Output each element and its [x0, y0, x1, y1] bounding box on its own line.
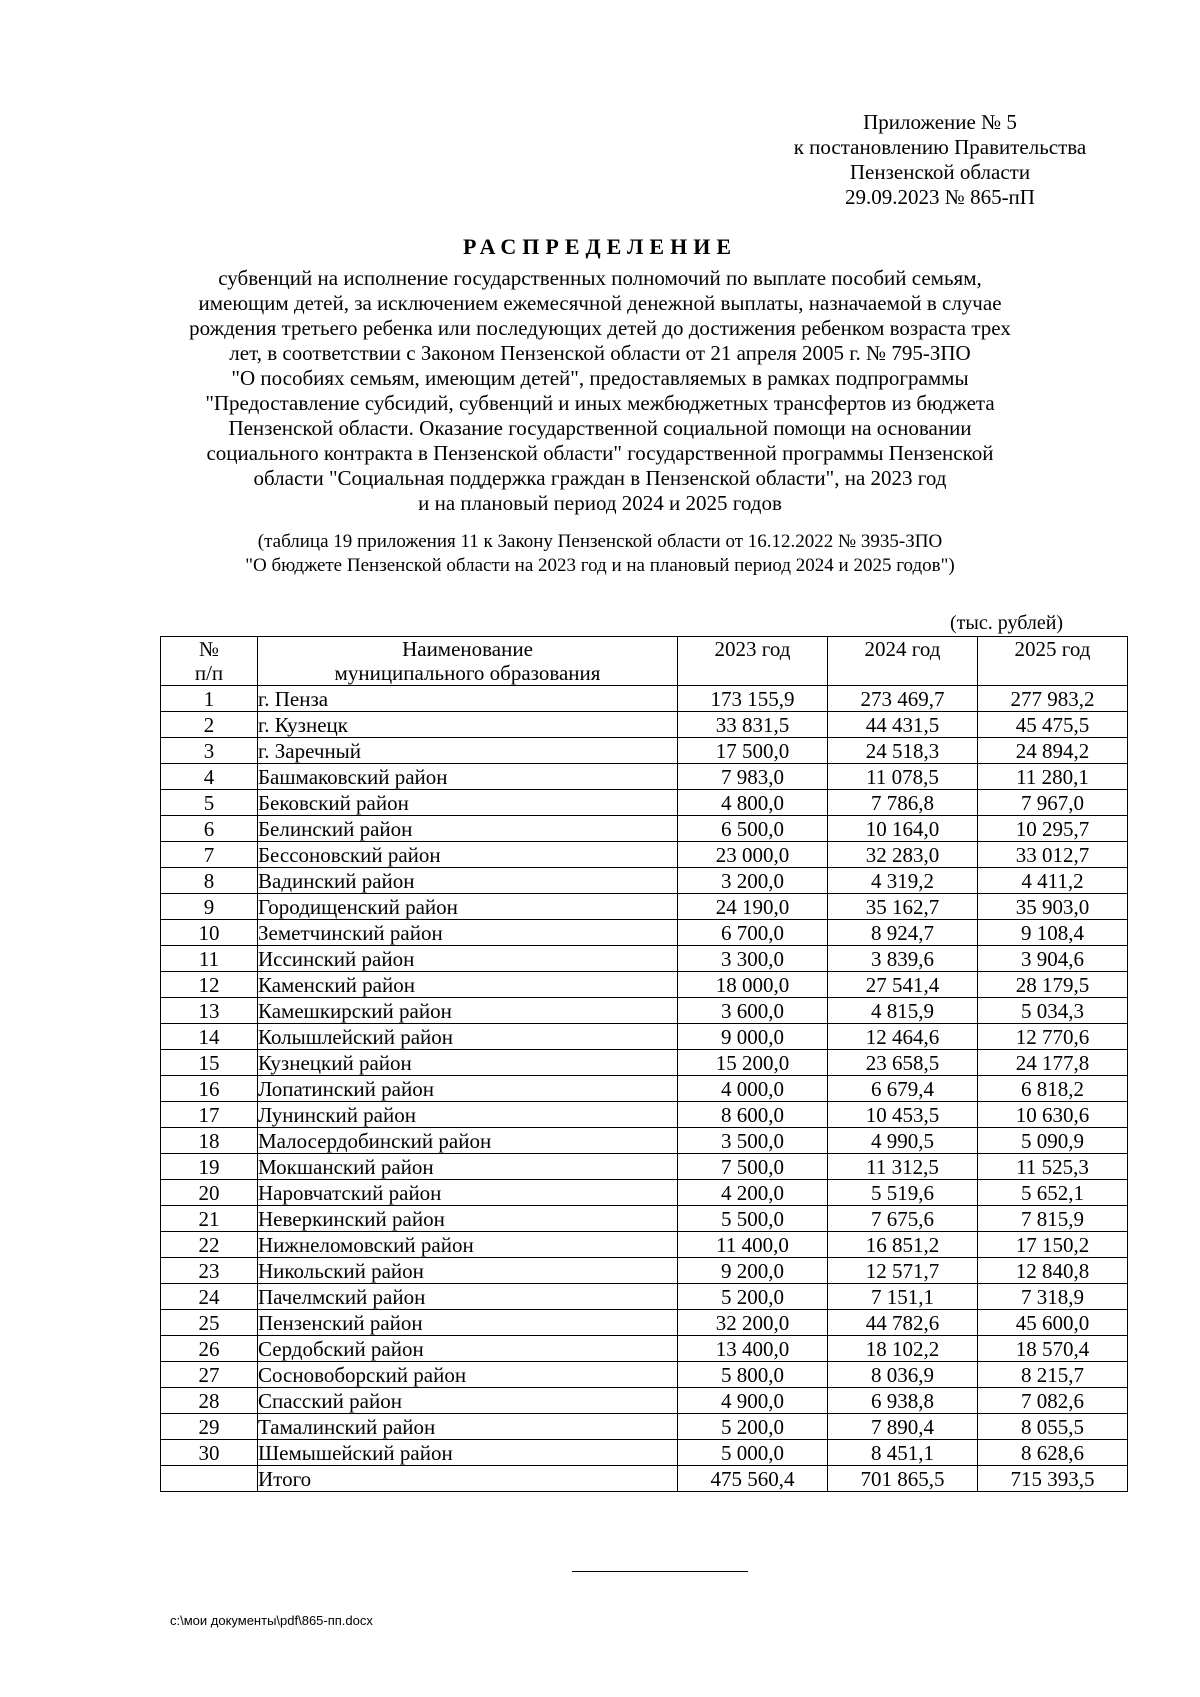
row-number: 7	[161, 842, 258, 868]
subtitle-line: лет, в соответствии с Законом Пензенской области от 21 апреля 2005 г. № 795-ЗПО	[229, 341, 971, 365]
table-row	[161, 1310, 1128, 1336]
row-number: 13	[161, 998, 258, 1024]
row-name: Иссинский район	[258, 946, 678, 972]
table-row	[161, 1414, 1128, 1440]
row-2023: 6 700,0	[678, 920, 828, 946]
row-number: 24	[161, 1284, 258, 1310]
row-2024: 12 571,7	[828, 1258, 978, 1284]
table-row	[161, 1440, 1128, 1466]
row-name: Пензенский район	[258, 1310, 678, 1336]
row-number: 25	[161, 1310, 258, 1336]
row-number: 14	[161, 1024, 258, 1050]
table-row	[161, 1076, 1128, 1102]
total-number-cell	[161, 1466, 258, 1492]
row-2025: 18 570,4	[978, 1336, 1128, 1362]
row-name: г. Кузнецк	[258, 712, 678, 738]
row-2023: 23 000,0	[678, 842, 828, 868]
row-2025: 17 150,2	[978, 1232, 1128, 1258]
subtitle-line: социального контракта в Пензенской области" государственной программы Пензенской	[206, 441, 994, 465]
row-number: 29	[161, 1414, 258, 1440]
row-2024: 6 679,4	[828, 1076, 978, 1102]
table-row	[161, 816, 1128, 842]
row-name: Вадинский район	[258, 868, 678, 894]
row-2024: 4 815,9	[828, 998, 978, 1024]
header-2025: 2025 год	[978, 637, 1128, 686]
row-2025: 8 628,6	[978, 1440, 1128, 1466]
row-2023: 4 800,0	[678, 790, 828, 816]
row-2023: 8 600,0	[678, 1102, 828, 1128]
table-header-row	[161, 637, 1128, 686]
row-name: г. Пенза	[258, 686, 678, 712]
row-2024: 8 924,7	[828, 920, 978, 946]
row-2023: 13 400,0	[678, 1336, 828, 1362]
subtitle-line: области "Социальная поддержка граждан в Пензенской области", на 2023 год	[253, 466, 947, 490]
row-2024: 273 469,7	[828, 686, 978, 712]
document-title: РАСПРЕДЕЛЕНИЕ	[462, 234, 737, 259]
row-2023: 3 300,0	[678, 946, 828, 972]
units-label: (тыс. рублей)	[950, 612, 1064, 634]
table-row	[161, 946, 1128, 972]
row-2024: 18 102,2	[828, 1336, 978, 1362]
row-name: Наровчатский район	[258, 1180, 678, 1206]
row-2024: 7 151,1	[828, 1284, 978, 1310]
header-name: Наименование муниципального образования	[258, 637, 678, 686]
row-2023: 9 200,0	[678, 1258, 828, 1284]
table-row	[161, 764, 1128, 790]
source-reference	[0, 530, 1200, 578]
row-2025: 12 840,8	[978, 1258, 1128, 1284]
row-2025: 10 295,7	[978, 816, 1128, 842]
row-2024: 8 451,1	[828, 1440, 978, 1466]
row-name: Малосердобинский район	[258, 1128, 678, 1154]
row-2024: 5 519,6	[828, 1180, 978, 1206]
row-2023: 9 000,0	[678, 1024, 828, 1050]
header-2024: 2024 год	[828, 637, 978, 686]
row-2025: 8 215,7	[978, 1362, 1128, 1388]
table-row	[161, 972, 1128, 998]
row-2025: 35 903,0	[978, 894, 1128, 920]
row-number: 5	[161, 790, 258, 816]
row-number: 6	[161, 816, 258, 842]
row-2025: 5 652,1	[978, 1180, 1128, 1206]
document-subtitle	[0, 266, 1200, 516]
row-2023: 7 983,0	[678, 764, 828, 790]
row-number: 22	[161, 1232, 258, 1258]
row-number: 1	[161, 686, 258, 712]
subtitle-line: "Предоставление субсидий, субвенций и иных межбюджетных трансфертов из бюджета	[205, 391, 995, 415]
row-name: Городищенский район	[258, 894, 678, 920]
source-line: "О бюджете Пензенской области на 2023 год и на плановый период 2024 и 2025 годов")	[245, 555, 955, 576]
row-name: Земетчинский район	[258, 920, 678, 946]
subtitle-line: рождения третьего ребенка или последующих детей до достижения ребенком возраста трех	[189, 316, 1011, 340]
row-2023: 5 200,0	[678, 1284, 828, 1310]
table-row	[161, 1102, 1128, 1128]
row-number: 12	[161, 972, 258, 998]
row-2025: 277 983,2	[978, 686, 1128, 712]
row-number: 15	[161, 1050, 258, 1076]
row-name: Сердобский район	[258, 1336, 678, 1362]
row-2024: 11 078,5	[828, 764, 978, 790]
appendix-number: Приложение № 5	[863, 110, 1017, 134]
row-2024: 4 319,2	[828, 868, 978, 894]
total-2023: 475 560,4	[678, 1466, 828, 1492]
row-2024: 12 464,6	[828, 1024, 978, 1050]
row-2025: 7 318,9	[978, 1284, 1128, 1310]
table-row	[161, 738, 1128, 764]
table-row	[161, 790, 1128, 816]
row-number: 23	[161, 1258, 258, 1284]
row-name: г. Заречный	[258, 738, 678, 764]
row-2025: 28 179,5	[978, 972, 1128, 998]
row-2023: 3 200,0	[678, 868, 828, 894]
header-2023: 2023 год	[678, 637, 828, 686]
file-path: c:\мои документы\pdf\865-пп.docx	[170, 1613, 373, 1628]
row-2025: 45 600,0	[978, 1310, 1128, 1336]
row-2024: 6 938,8	[828, 1388, 978, 1414]
row-name: Каменский район	[258, 972, 678, 998]
row-name: Кузнецкий район	[258, 1050, 678, 1076]
row-number: 27	[161, 1362, 258, 1388]
row-2024: 27 541,4	[828, 972, 978, 998]
row-name: Тамалинский район	[258, 1414, 678, 1440]
row-number: 30	[161, 1440, 258, 1466]
row-name: Шемышейский район	[258, 1440, 678, 1466]
table-row	[161, 1128, 1128, 1154]
row-2025: 8 055,5	[978, 1414, 1128, 1440]
total-label: Итого	[258, 1466, 678, 1492]
table-row	[161, 1284, 1128, 1310]
row-2025: 11 280,1	[978, 764, 1128, 790]
row-name: Лунинский район	[258, 1102, 678, 1128]
row-number: 16	[161, 1076, 258, 1102]
row-2023: 6 500,0	[678, 816, 828, 842]
row-2023: 24 190,0	[678, 894, 828, 920]
table-row	[161, 1024, 1128, 1050]
subtitle-line: имеющим детей, за исключением ежемесячной денежной выплаты, назначаемой в случае	[198, 291, 1002, 315]
row-2025: 10 630,6	[978, 1102, 1128, 1128]
total-2025: 715 393,5	[978, 1466, 1128, 1492]
table-row	[161, 1362, 1128, 1388]
subtitle-line: субвенций на исполнение государственных полномочий по выплате пособий семьям,	[218, 266, 982, 290]
row-name: Неверкинский район	[258, 1206, 678, 1232]
row-2023: 7 500,0	[678, 1154, 828, 1180]
row-2025: 7 967,0	[978, 790, 1128, 816]
table-row	[161, 1050, 1128, 1076]
row-2023: 18 000,0	[678, 972, 828, 998]
row-name: Нижнеломовский район	[258, 1232, 678, 1258]
appendix-region: Пензенской области	[849, 160, 1031, 184]
distribution-table	[160, 636, 1128, 1492]
row-2025: 45 475,5	[978, 712, 1128, 738]
row-2023: 11 400,0	[678, 1232, 828, 1258]
row-number: 17	[161, 1102, 258, 1128]
row-2025: 3 904,6	[978, 946, 1128, 972]
row-2023: 3 600,0	[678, 998, 828, 1024]
row-number: 11	[161, 946, 258, 972]
row-number: 20	[161, 1180, 258, 1206]
table-row	[161, 1336, 1128, 1362]
row-2025: 9 108,4	[978, 920, 1128, 946]
table-body	[161, 686, 1128, 1466]
row-number: 4	[161, 764, 258, 790]
row-2024: 7 786,8	[828, 790, 978, 816]
row-name: Мокшанский район	[258, 1154, 678, 1180]
table-row	[161, 842, 1128, 868]
row-name: Бессоновский район	[258, 842, 678, 868]
table-row	[161, 868, 1128, 894]
row-2024: 44 782,6	[828, 1310, 978, 1336]
row-2025: 4 411,2	[978, 868, 1128, 894]
row-number: 19	[161, 1154, 258, 1180]
subtitle-line: Пензенской области. Оказание государственной социальной помощи на основании	[228, 416, 972, 440]
table-row	[161, 1180, 1128, 1206]
row-2023: 4 200,0	[678, 1180, 828, 1206]
header-number: № п/п	[161, 637, 258, 686]
row-2025: 24 177,8	[978, 1050, 1128, 1076]
row-2024: 23 658,5	[828, 1050, 978, 1076]
row-2025: 5 090,9	[978, 1128, 1128, 1154]
row-2024: 24 518,3	[828, 738, 978, 764]
row-2023: 5 000,0	[678, 1440, 828, 1466]
row-number: 28	[161, 1388, 258, 1414]
row-name: Башмаковский район	[258, 764, 678, 790]
row-2025: 24 894,2	[978, 738, 1128, 764]
row-name: Белинский район	[258, 816, 678, 842]
table-row	[161, 894, 1128, 920]
table-row	[161, 1206, 1128, 1232]
table-row	[161, 1258, 1128, 1284]
row-2024: 3 839,6	[828, 946, 978, 972]
row-number: 18	[161, 1128, 258, 1154]
row-2023: 4 000,0	[678, 1076, 828, 1102]
table-row	[161, 998, 1128, 1024]
subtitle-line: и на плановый период 2024 и 2025 годов	[418, 491, 782, 515]
row-2024: 10 453,5	[828, 1102, 978, 1128]
row-number: 10	[161, 920, 258, 946]
row-2024: 8 036,9	[828, 1362, 978, 1388]
row-2024: 10 164,0	[828, 816, 978, 842]
row-2024: 32 283,0	[828, 842, 978, 868]
row-2025: 12 770,6	[978, 1024, 1128, 1050]
row-name: Спасский район	[258, 1388, 678, 1414]
row-2025: 5 034,3	[978, 998, 1128, 1024]
subtitle-line: "О пособиях семьям, имеющим детей", предоставляемых в рамках подпрограммы	[231, 366, 969, 390]
row-name: Лопатинский район	[258, 1076, 678, 1102]
row-2024: 4 990,5	[828, 1128, 978, 1154]
row-2023: 15 200,0	[678, 1050, 828, 1076]
row-2025: 33 012,7	[978, 842, 1128, 868]
row-number: 8	[161, 868, 258, 894]
row-2024: 7 890,4	[828, 1414, 978, 1440]
row-2025: 11 525,3	[978, 1154, 1128, 1180]
row-name: Сосновоборский район	[258, 1362, 678, 1388]
row-2023: 173 155,9	[678, 686, 828, 712]
appendix-resolution: к постановлению Правительства	[793, 135, 1087, 159]
row-2023: 3 500,0	[678, 1128, 828, 1154]
appendix-block	[740, 110, 1140, 210]
row-2025: 7 082,6	[978, 1388, 1128, 1414]
total-2024: 701 865,5	[828, 1466, 978, 1492]
row-2024: 11 312,5	[828, 1154, 978, 1180]
source-line: (таблица 19 приложения 11 к Закону Пензенской области от 16.12.2022 № 3935-ЗПО	[257, 531, 943, 552]
row-2025: 6 818,2	[978, 1076, 1128, 1102]
appendix-date-number: 29.09.2023 № 865-пП	[845, 185, 1035, 209]
table-row	[161, 920, 1128, 946]
row-2023: 5 800,0	[678, 1362, 828, 1388]
row-name: Никольский район	[258, 1258, 678, 1284]
row-2023: 32 200,0	[678, 1310, 828, 1336]
row-name: Пачелмский район	[258, 1284, 678, 1310]
row-2025: 7 815,9	[978, 1206, 1128, 1232]
row-name: Бековский район	[258, 790, 678, 816]
row-2023: 17 500,0	[678, 738, 828, 764]
row-name: Колышлейский район	[258, 1024, 678, 1050]
row-name: Камешкирский район	[258, 998, 678, 1024]
row-2024: 44 431,5	[828, 712, 978, 738]
row-number: 3	[161, 738, 258, 764]
table-row	[161, 1154, 1128, 1180]
row-2024: 16 851,2	[828, 1232, 978, 1258]
row-2023: 4 900,0	[678, 1388, 828, 1414]
row-number: 9	[161, 894, 258, 920]
table-row	[161, 712, 1128, 738]
row-2023: 5 500,0	[678, 1206, 828, 1232]
total-row	[161, 1466, 1128, 1492]
table-row	[161, 1388, 1128, 1414]
row-2023: 5 200,0	[678, 1414, 828, 1440]
separator-line	[572, 1571, 748, 1572]
row-2024: 35 162,7	[828, 894, 978, 920]
table-row	[161, 1232, 1128, 1258]
row-number: 2	[161, 712, 258, 738]
table-row	[161, 686, 1128, 712]
row-2023: 33 831,5	[678, 712, 828, 738]
row-number: 26	[161, 1336, 258, 1362]
row-number: 21	[161, 1206, 258, 1232]
row-2024: 7 675,6	[828, 1206, 978, 1232]
